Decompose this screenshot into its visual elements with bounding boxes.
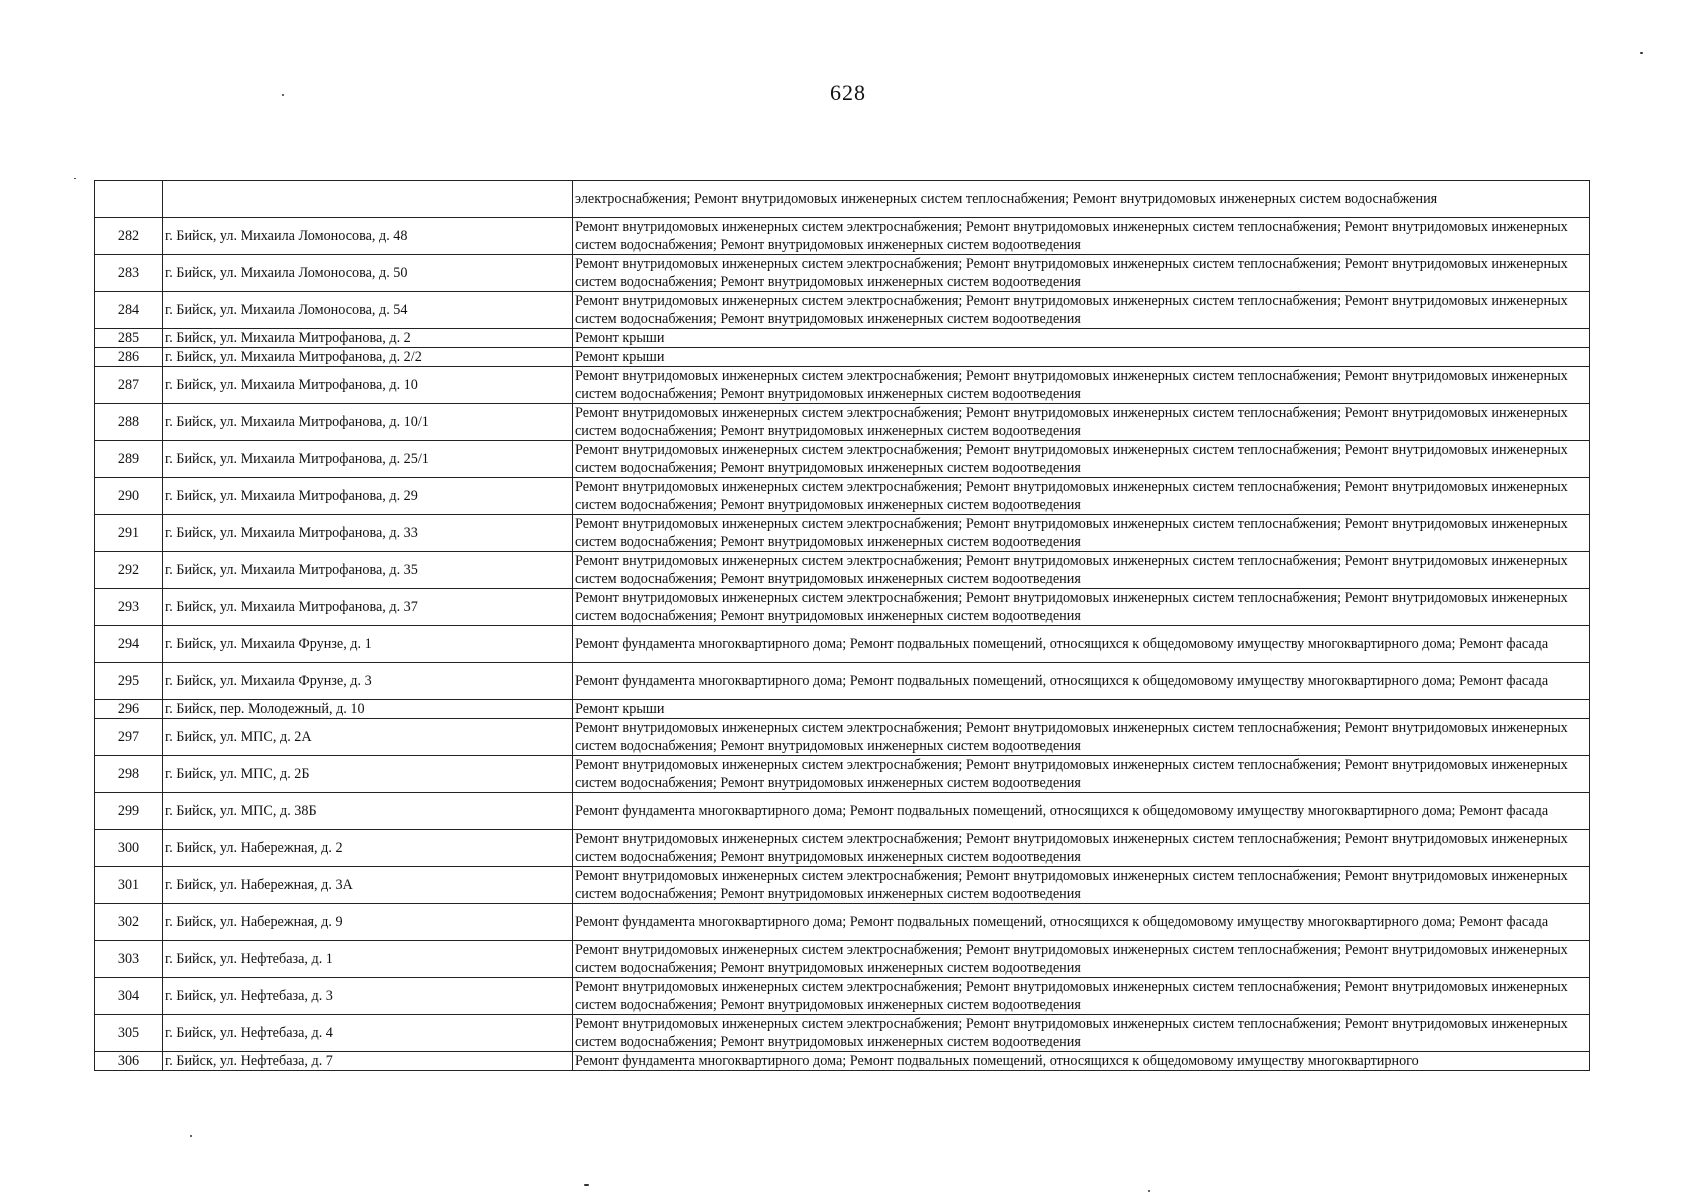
repair-work-cell: Ремонт фундамента многоквартирного дома; Ремонт подвальных помещений, относящихся к общедомовому имуществу многоквартирного дома; Ремонт фасада [573,663,1590,700]
address-cell: г. Бийск, ул. МПС, д. 38Б [163,793,573,830]
table-row [95,904,1590,941]
table-row [95,867,1590,904]
row-number-cell: 303 [95,941,163,978]
repair-work-cell: Ремонт внутридомовых инженерных систем электроснабжения; Ремонт внутридомовых инженерных систем теплоснабжения; Ремонт внутридомовых инженерных систем водоснабжения; Ремонт внутридомовых инженерных систем водоотведения [573,867,1590,904]
table-row [95,793,1590,830]
repair-work-cell: Ремонт внутридомовых инженерных систем электроснабжения; Ремонт внутридомовых инженерных систем теплоснабжения; Ремонт внутридомовых инженерных систем водоснабжения; Ремонт внутридомовых инженерных систем водоотведения [573,218,1590,255]
table-row [95,719,1590,756]
scan-speck [1148,1190,1150,1192]
row-number-cell: 290 [95,478,163,515]
row-number-cell: 306 [95,1052,163,1071]
address-cell: г. Бийск, ул. Набережная, д. 2 [163,830,573,867]
table-row [95,589,1590,626]
repair-work-cell: Ремонт внутридомовых инженерных систем электроснабжения; Ремонт внутридомовых инженерных систем теплоснабжения; Ремонт внутридомовых инженерных систем водоснабжения; Ремонт внутридомовых инженерных систем водоотведения [573,515,1590,552]
row-number-cell: 293 [95,589,163,626]
table-row [95,367,1590,404]
scan-speck [190,1135,192,1137]
repair-work-cell: Ремонт фундамента многоквартирного дома; Ремонт подвальных помещений, относящихся к общедомовому имуществу многоквартирного дома; Ремонт фасада [573,626,1590,663]
address-cell: г. Бийск, ул. Михаила Митрофанова, д. 37 [163,589,573,626]
scan-speck [74,178,76,179]
row-number-cell: 282 [95,218,163,255]
address-cell: г. Бийск, ул. Набережная, д. 3А [163,867,573,904]
row-number-cell: 296 [95,700,163,719]
address-cell [163,181,573,218]
repair-work-cell: Ремонт внутридомовых инженерных систем электроснабжения; Ремонт внутридомовых инженерных систем теплоснабжения; Ремонт внутридомовых инженерных систем водоснабжения; Ремонт внутридомовых инженерных систем водоотведения [573,292,1590,329]
repair-work-cell: Ремонт внутридомовых инженерных систем электроснабжения; Ремонт внутридомовых инженерных систем теплоснабжения; Ремонт внутридомовых инженерных систем водоснабжения; Ремонт внутридомовых инженерных систем водоотведения [573,404,1590,441]
table-row [95,218,1590,255]
repair-work-cell: Ремонт внутридомовых инженерных систем электроснабжения; Ремонт внутридомовых инженерных систем теплоснабжения; Ремонт внутридомовых инженерных систем водоснабжения; Ремонт внутридомовых инженерных систем водоотведения [573,478,1590,515]
table-row [95,1052,1590,1071]
address-cell: г. Бийск, ул. Михаила Митрофанова, д. 33 [163,515,573,552]
repair-work-cell: Ремонт крыши [573,348,1590,367]
address-cell: г. Бийск, ул. Михаила Митрофанова, д. 10/1 [163,404,573,441]
table-row [95,663,1590,700]
repair-work-cell: Ремонт внутридомовых инженерных систем электроснабжения; Ремонт внутридомовых инженерных систем теплоснабжения; Ремонт внутридомовых инженерных систем водоснабжения; Ремонт внутридомовых инженерных систем водоотведения [573,552,1590,589]
address-cell: г. Бийск, ул. Михаила Ломоносова, д. 54 [163,292,573,329]
scan-speck [584,1184,589,1186]
table-row [95,830,1590,867]
row-number-cell: 283 [95,255,163,292]
table-row [95,441,1590,478]
table-row [95,626,1590,663]
row-number-cell: 291 [95,515,163,552]
address-cell: г. Бийск, ул. Набережная, д. 9 [163,904,573,941]
repair-work-cell: электроснабжения; Ремонт внутридомовых инженерных систем теплоснабжения; Ремонт внутридомовых инженерных систем водоснабжения [573,181,1590,218]
table-row [95,329,1590,348]
row-number-cell: 300 [95,830,163,867]
address-cell: г. Бийск, ул. Михаила Ломоносова, д. 50 [163,255,573,292]
row-number-cell: 288 [95,404,163,441]
address-cell: г. Бийск, ул. МПС, д. 2А [163,719,573,756]
table-row [95,756,1590,793]
repair-work-cell: Ремонт фундамента многоквартирного дома; Ремонт подвальных помещений, относящихся к общедомовому имуществу многоквартирного [573,1052,1590,1071]
row-number-cell: 294 [95,626,163,663]
address-cell: г. Бийск, ул. Михаила Фрунзе, д. 1 [163,626,573,663]
repair-work-cell: Ремонт внутридомовых инженерных систем электроснабжения; Ремонт внутридомовых инженерных систем теплоснабжения; Ремонт внутридомовых инженерных систем водоснабжения; Ремонт внутридомовых инженерных систем водоотведения [573,1015,1590,1052]
address-cell: г. Бийск, ул. Михаила Митрофанова, д. 29 [163,478,573,515]
row-number-cell: 287 [95,367,163,404]
table-row [95,515,1590,552]
address-cell: г. Бийск, ул. Михаила Митрофанова, д. 25/1 [163,441,573,478]
table-row [95,255,1590,292]
row-number-cell: 302 [95,904,163,941]
address-cell: г. Бийск, ул. МПС, д. 2Б [163,756,573,793]
repair-work-cell: Ремонт внутридомовых инженерных систем электроснабжения; Ремонт внутридомовых инженерных систем теплоснабжения; Ремонт внутридомовых инженерных систем водоснабжения; Ремонт внутридомовых инженерных систем водоотведения [573,367,1590,404]
row-number-cell: 299 [95,793,163,830]
address-cell: г. Бийск, ул. Нефтебаза, д. 4 [163,1015,573,1052]
table-row [95,181,1590,218]
row-number-cell: 292 [95,552,163,589]
address-cell: г. Бийск, пер. Молодежный, д. 10 [163,700,573,719]
address-cell: г. Бийск, ул. Михаила Митрофанова, д. 2 [163,329,573,348]
row-number-cell: 297 [95,719,163,756]
table-row [95,348,1590,367]
address-cell: г. Бийск, ул. Михаила Митрофанова, д. 35 [163,552,573,589]
row-number-cell: 298 [95,756,163,793]
address-cell: г. Бийск, ул. Нефтебаза, д. 7 [163,1052,573,1071]
repair-work-cell: Ремонт фундамента многоквартирного дома; Ремонт подвальных помещений, относящихся к общедомовому имуществу многоквартирного дома; Ремонт фасада [573,904,1590,941]
table-row [95,292,1590,329]
table-row [95,404,1590,441]
row-number-cell: 305 [95,1015,163,1052]
row-number-cell: 284 [95,292,163,329]
registry-body [95,181,1590,1071]
row-number-cell: 289 [95,441,163,478]
repair-work-cell: Ремонт внутридомовых инженерных систем электроснабжения; Ремонт внутридомовых инженерных систем теплоснабжения; Ремонт внутридомовых инженерных систем водоснабжения; Ремонт внутридомовых инженерных систем водоотведения [573,719,1590,756]
address-cell: г. Бийск, ул. Нефтебаза, д. 1 [163,941,573,978]
row-number-cell: 286 [95,348,163,367]
repair-work-cell: Ремонт внутридомовых инженерных систем электроснабжения; Ремонт внутридомовых инженерных систем теплоснабжения; Ремонт внутридомовых инженерных систем водоснабжения; Ремонт внутридомовых инженерных систем водоотведения [573,589,1590,626]
scan-speck [282,94,284,96]
address-cell: г. Бийск, ул. Михаила Митрофанова, д. 10 [163,367,573,404]
repair-work-cell: Ремонт внутридомовых инженерных систем электроснабжения; Ремонт внутридомовых инженерных систем теплоснабжения; Ремонт внутридомовых инженерных систем водоснабжения; Ремонт внутридомовых инженерных систем водоотведения [573,830,1590,867]
row-number-cell: 304 [95,978,163,1015]
address-cell: г. Бийск, ул. Нефтебаза, д. 3 [163,978,573,1015]
repair-work-cell: Ремонт внутридомовых инженерных систем электроснабжения; Ремонт внутридомовых инженерных систем теплоснабжения; Ремонт внутридомовых инженерных систем водоснабжения; Ремонт внутридомовых инженерных систем водоотведения [573,756,1590,793]
table-row [95,1015,1590,1052]
repair-work-cell: Ремонт внутридомовых инженерных систем электроснабжения; Ремонт внутридомовых инженерных систем теплоснабжения; Ремонт внутридомовых инженерных систем водоснабжения; Ремонт внутридомовых инженерных систем водоотведения [573,978,1590,1015]
repair-work-cell: Ремонт внутридомовых инженерных систем электроснабжения; Ремонт внутридомовых инженерных систем теплоснабжения; Ремонт внутридомовых инженерных систем водоснабжения; Ремонт внутридомовых инженерных систем водоотведения [573,255,1590,292]
table-row [95,478,1590,515]
repair-work-cell: Ремонт фундамента многоквартирного дома; Ремонт подвальных помещений, относящихся к общедомовому имуществу многоквартирного дома; Ремонт фасада [573,793,1590,830]
repair-work-cell: Ремонт крыши [573,700,1590,719]
row-number-cell: 301 [95,867,163,904]
row-number-cell: 285 [95,329,163,348]
repair-registry-table [94,180,1590,1071]
table-row [95,700,1590,719]
scan-speck [1640,52,1643,54]
table-row [95,978,1590,1015]
repair-work-cell: Ремонт крыши [573,329,1590,348]
repair-work-cell: Ремонт внутридомовых инженерных систем электроснабжения; Ремонт внутридомовых инженерных систем теплоснабжения; Ремонт внутридомовых инженерных систем водоснабжения; Ремонт внутридомовых инженерных систем водоотведения [573,441,1590,478]
row-number-cell [95,181,163,218]
row-number-cell: 295 [95,663,163,700]
repair-work-cell: Ремонт внутридомовых инженерных систем электроснабжения; Ремонт внутридомовых инженерных систем теплоснабжения; Ремонт внутридомовых инженерных систем водоснабжения; Ремонт внутридомовых инженерных систем водоотведения [573,941,1590,978]
address-cell: г. Бийск, ул. Михаила Ломоносова, д. 48 [163,218,573,255]
address-cell: г. Бийск, ул. Михаила Фрунзе, д. 3 [163,663,573,700]
table-row [95,552,1590,589]
address-cell: г. Бийск, ул. Михаила Митрофанова, д. 2/2 [163,348,573,367]
page-number: 628 [830,80,866,105]
table-row [95,941,1590,978]
